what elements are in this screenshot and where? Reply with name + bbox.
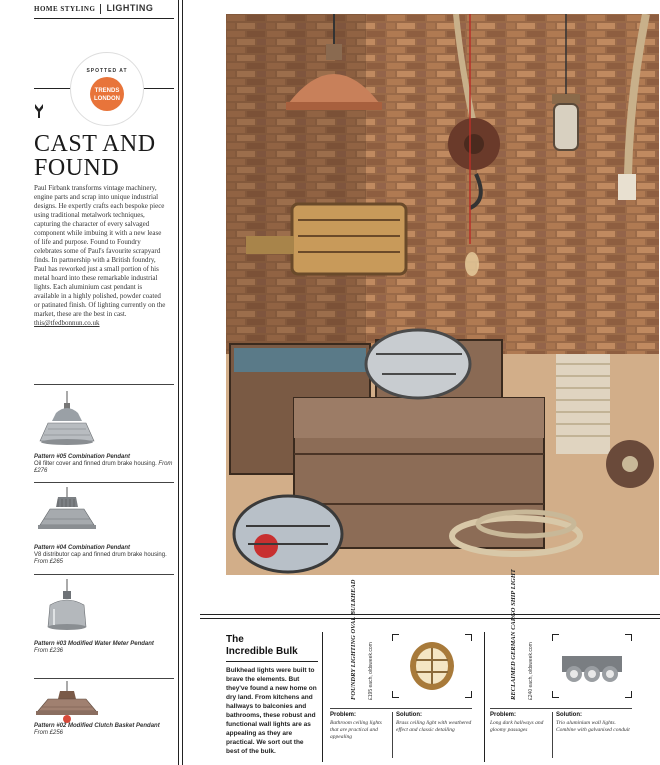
industrial-lights-photo — [226, 14, 659, 575]
badge-shop-logo — [90, 77, 124, 111]
box-product-frame — [552, 634, 632, 698]
problem-text: Bathroom ceiling lights that are practical and appealing — [330, 720, 382, 740]
problem-label: Problem: — [330, 712, 357, 718]
problem-text: Long dark hallways and gloomy passages — [490, 720, 544, 733]
bulk-title-line1: The — [226, 634, 244, 645]
box-divider — [330, 708, 472, 709]
bottom-panel-divider-2 — [484, 632, 485, 762]
bottom-panel-rule — [200, 614, 660, 619]
magazine-logo: HOME STYLING — [34, 5, 96, 13]
article-email-link[interactable]: this@tfedbonnun.co.uk — [34, 319, 100, 327]
badge-spotted-label: SPOTTED AT — [86, 68, 128, 74]
article-body — [34, 184, 166, 328]
product-caption — [34, 545, 174, 566]
oval-bulkhead-light-image — [392, 634, 472, 698]
product-name: Pattern #02 Modified Clutch Basket Pendant — [34, 723, 160, 729]
solution-text: Trio aluminium wall lights. Combine with galvanised conduit — [556, 720, 630, 733]
bulk-text: Bulkhead lights were built to brave the elements. But they've found a new home on dry land. From kitchens and hallways to balconies and bathrooms, these robust and functional wall lights are as appealing as they are practical. We sort out the best of the bulk. — [226, 667, 317, 755]
product-caption — [34, 723, 174, 737]
problem-label: Problem: — [490, 712, 517, 718]
header-separator — [100, 4, 101, 14]
box-vertical-text — [494, 569, 550, 704]
box-divider-vertical — [552, 712, 553, 758]
product-caption — [34, 641, 174, 655]
arrow-down-icon — [34, 104, 44, 118]
box-divider — [490, 708, 632, 709]
pendant-lamp-image — [34, 487, 104, 547]
article-title — [34, 132, 174, 180]
solution-text: Brass ceiling light with weathered effect and classic detailing — [396, 720, 472, 733]
product-desc: V8 distributor cap and finned drum brake housing. — [34, 552, 167, 558]
product-box-oval-bulkhead — [330, 579, 478, 762]
product-desc: Oil filter cover and finned drum brake housing. — [34, 461, 157, 467]
box-title: RECLAIMED GERMAN CARGO SHIP LIGHT — [510, 569, 517, 700]
product-item — [34, 678, 174, 765]
product-price: From £236 — [34, 648, 64, 654]
box-product-frame — [392, 634, 472, 698]
product-name: Pattern #03 Modified Water Meter Pendant — [34, 641, 154, 647]
badge-shop-line2: LONDON — [94, 96, 120, 102]
product-box-cargo-ship-light — [490, 569, 638, 762]
box-subtitle: £195 each, oldsweek.com — [368, 642, 374, 700]
article-title-line2: FOUND — [34, 155, 120, 181]
bottom-panel-divider-1 — [322, 632, 323, 762]
article-title-line1: CAST AND — [34, 131, 156, 157]
left-column-divider — [178, 0, 179, 765]
page-header — [34, 3, 153, 14]
section-label: LIGHTING — [106, 3, 154, 13]
badge-shop-line1: TRENDS — [94, 88, 120, 94]
product-item — [34, 384, 174, 483]
solution-label: Solution: — [396, 712, 422, 718]
left-column-divider-2 — [182, 0, 183, 765]
header-rule — [34, 18, 174, 19]
product-item — [34, 482, 174, 575]
spotted-at-badge — [70, 52, 144, 126]
box-title: FOUNDRY LIGHTING OVAL BULKHEAD — [350, 579, 357, 700]
pendant-lamp-image — [34, 391, 104, 451]
cargo-ship-light-image — [552, 634, 632, 698]
product-price: From £256 — [34, 730, 64, 736]
bulk-title-line2: Incredible Bulk — [226, 646, 298, 657]
product-price: From £276 — [34, 461, 173, 474]
product-item — [34, 574, 174, 679]
bulk-title-rule — [226, 661, 318, 662]
article-body-text: Paul Firbank transforms vintage machinery, engine parts and scrap into unique industrial designs. He expertly crafts each bespoke piece using traditional metalwork techniques, capturing the character of every salvaged component while imbuing it with a new lease of life and purpose. Found to Foundry celebrates some of Paul's favourite scrapyard finds. In partnership with a British foundry, Paul has reworked just a small portion of his metal hoard into these remarkable industrial lights. Each aluminium cast pendant is available in a highly polished, powder coated or patinated finish. Of lighting currently on the market, these are the best in cast. — [34, 184, 166, 318]
box-subtitle: £240 each, oldsweek.com — [528, 642, 534, 700]
solution-label: Solution: — [556, 712, 582, 718]
product-price: From £265 — [34, 559, 64, 565]
incredible-bulk-intro — [226, 634, 318, 756]
box-vertical-text — [334, 579, 390, 704]
product-caption — [34, 454, 174, 475]
box-divider-vertical — [392, 712, 393, 758]
product-name: Pattern #05 Combination Pendant — [34, 454, 131, 460]
product-name: Pattern #04 Combination Pendant — [34, 545, 131, 551]
pendant-lamp-image — [34, 579, 104, 639]
